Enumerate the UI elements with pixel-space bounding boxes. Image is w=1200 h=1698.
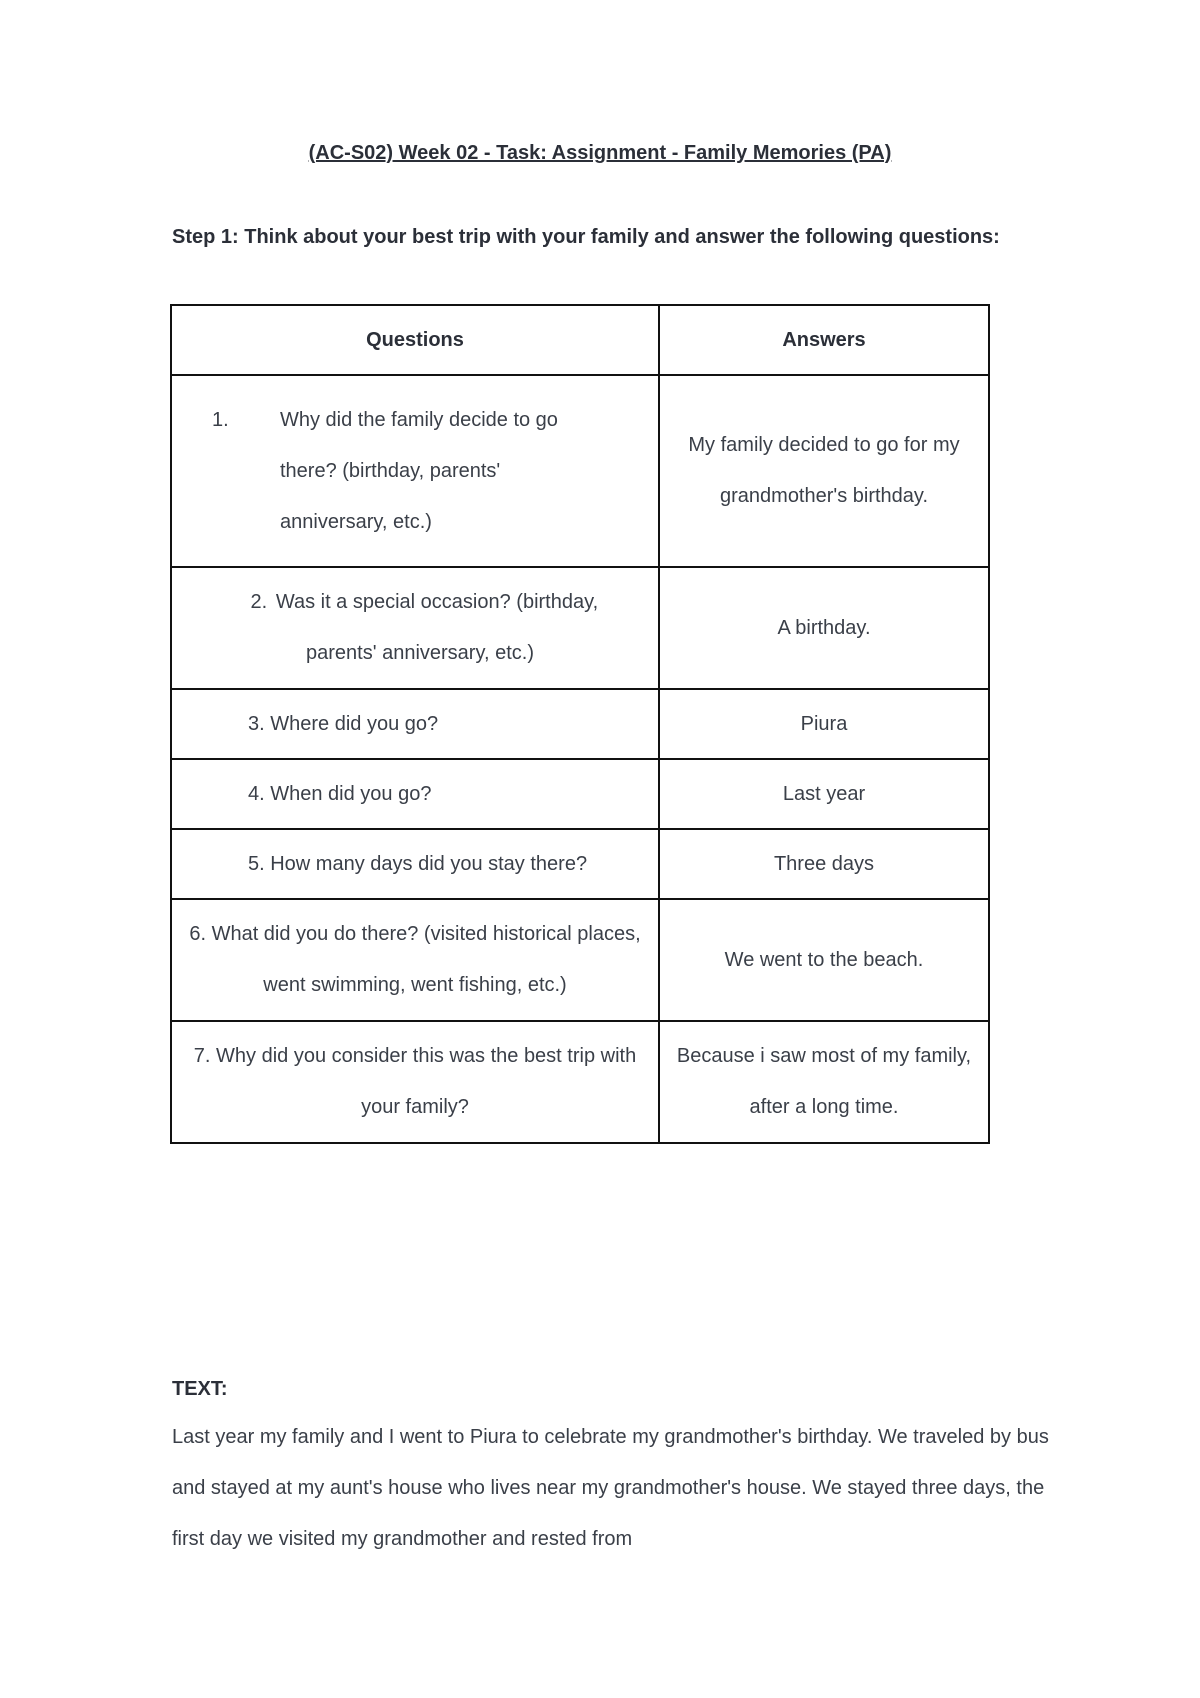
answer-cell <box>659 829 989 899</box>
question-cell <box>171 899 659 1021</box>
answer-cell <box>659 1021 989 1143</box>
answer-text: Piura <box>800 712 848 735</box>
table-header-row <box>171 305 989 375</box>
answer-cell <box>659 375 989 567</box>
answer-cell <box>659 567 989 689</box>
answer-text: A birthday. <box>777 616 871 639</box>
table-row <box>171 689 989 759</box>
answer-cell <box>659 759 989 829</box>
step-instruction: Step 1: Think about your best trip with your family and answer the following questions: <box>172 226 1000 248</box>
answer-cell <box>659 899 989 1021</box>
answer-text: My family decided to go for my grandmother's birthday. <box>688 434 960 507</box>
table-row <box>171 899 989 1021</box>
question-text: Why did the family decide to go there? (birthday, parents' anniversary, etc.) <box>280 408 558 533</box>
answer-cell <box>659 689 989 759</box>
text-section-body: Last year my family and I went to Piura to celebrate my grandmother's birthday. We traveled by bus and stayed at my aunt's house who lives near my grandmother's house. We stayed three days, the first day we visited my grandmother and rested from <box>172 1426 1049 1550</box>
table-row <box>171 829 989 899</box>
question-cell <box>171 567 659 689</box>
table-row <box>171 1021 989 1143</box>
question-cell <box>171 689 659 759</box>
list-number: 1. <box>212 408 229 431</box>
answer-text: Three days <box>773 852 875 875</box>
question-text: 3. Where did you go? <box>248 712 439 735</box>
answer-text: We went to the beach. <box>724 948 924 971</box>
document-title: (AC-S02) Week 02 - Task: Assignment - Family Memories (PA) <box>308 142 892 164</box>
question-text: 5. How many days did you stay there? <box>248 852 588 875</box>
question-text: 4. When did you go? <box>248 782 432 805</box>
question-text: Was it a special occasion? (birthday, parents' anniversary, etc.) <box>275 591 599 664</box>
question-cell <box>171 759 659 829</box>
question-text: 6. What did you do there? (visited historical places, went swimming, went fishing, etc.) <box>189 923 641 996</box>
table-row <box>171 567 989 689</box>
table-row <box>171 375 989 567</box>
question-cell <box>171 375 659 567</box>
question-cell <box>171 829 659 899</box>
questions-header: Questions <box>171 305 659 375</box>
answer-text: Because i saw most of my family, after a long time. <box>676 1045 972 1118</box>
questions-answers-table <box>170 304 990 1144</box>
question-cell <box>171 1021 659 1143</box>
answers-header: Answers <box>659 305 989 375</box>
table-row <box>171 759 989 829</box>
list-number: 2. <box>250 591 268 613</box>
text-section-label: TEXT: <box>172 1378 228 1400</box>
answer-text: Last year <box>782 782 866 805</box>
question-text: 7. Why did you consider this was the best trip with your family? <box>193 1045 637 1118</box>
